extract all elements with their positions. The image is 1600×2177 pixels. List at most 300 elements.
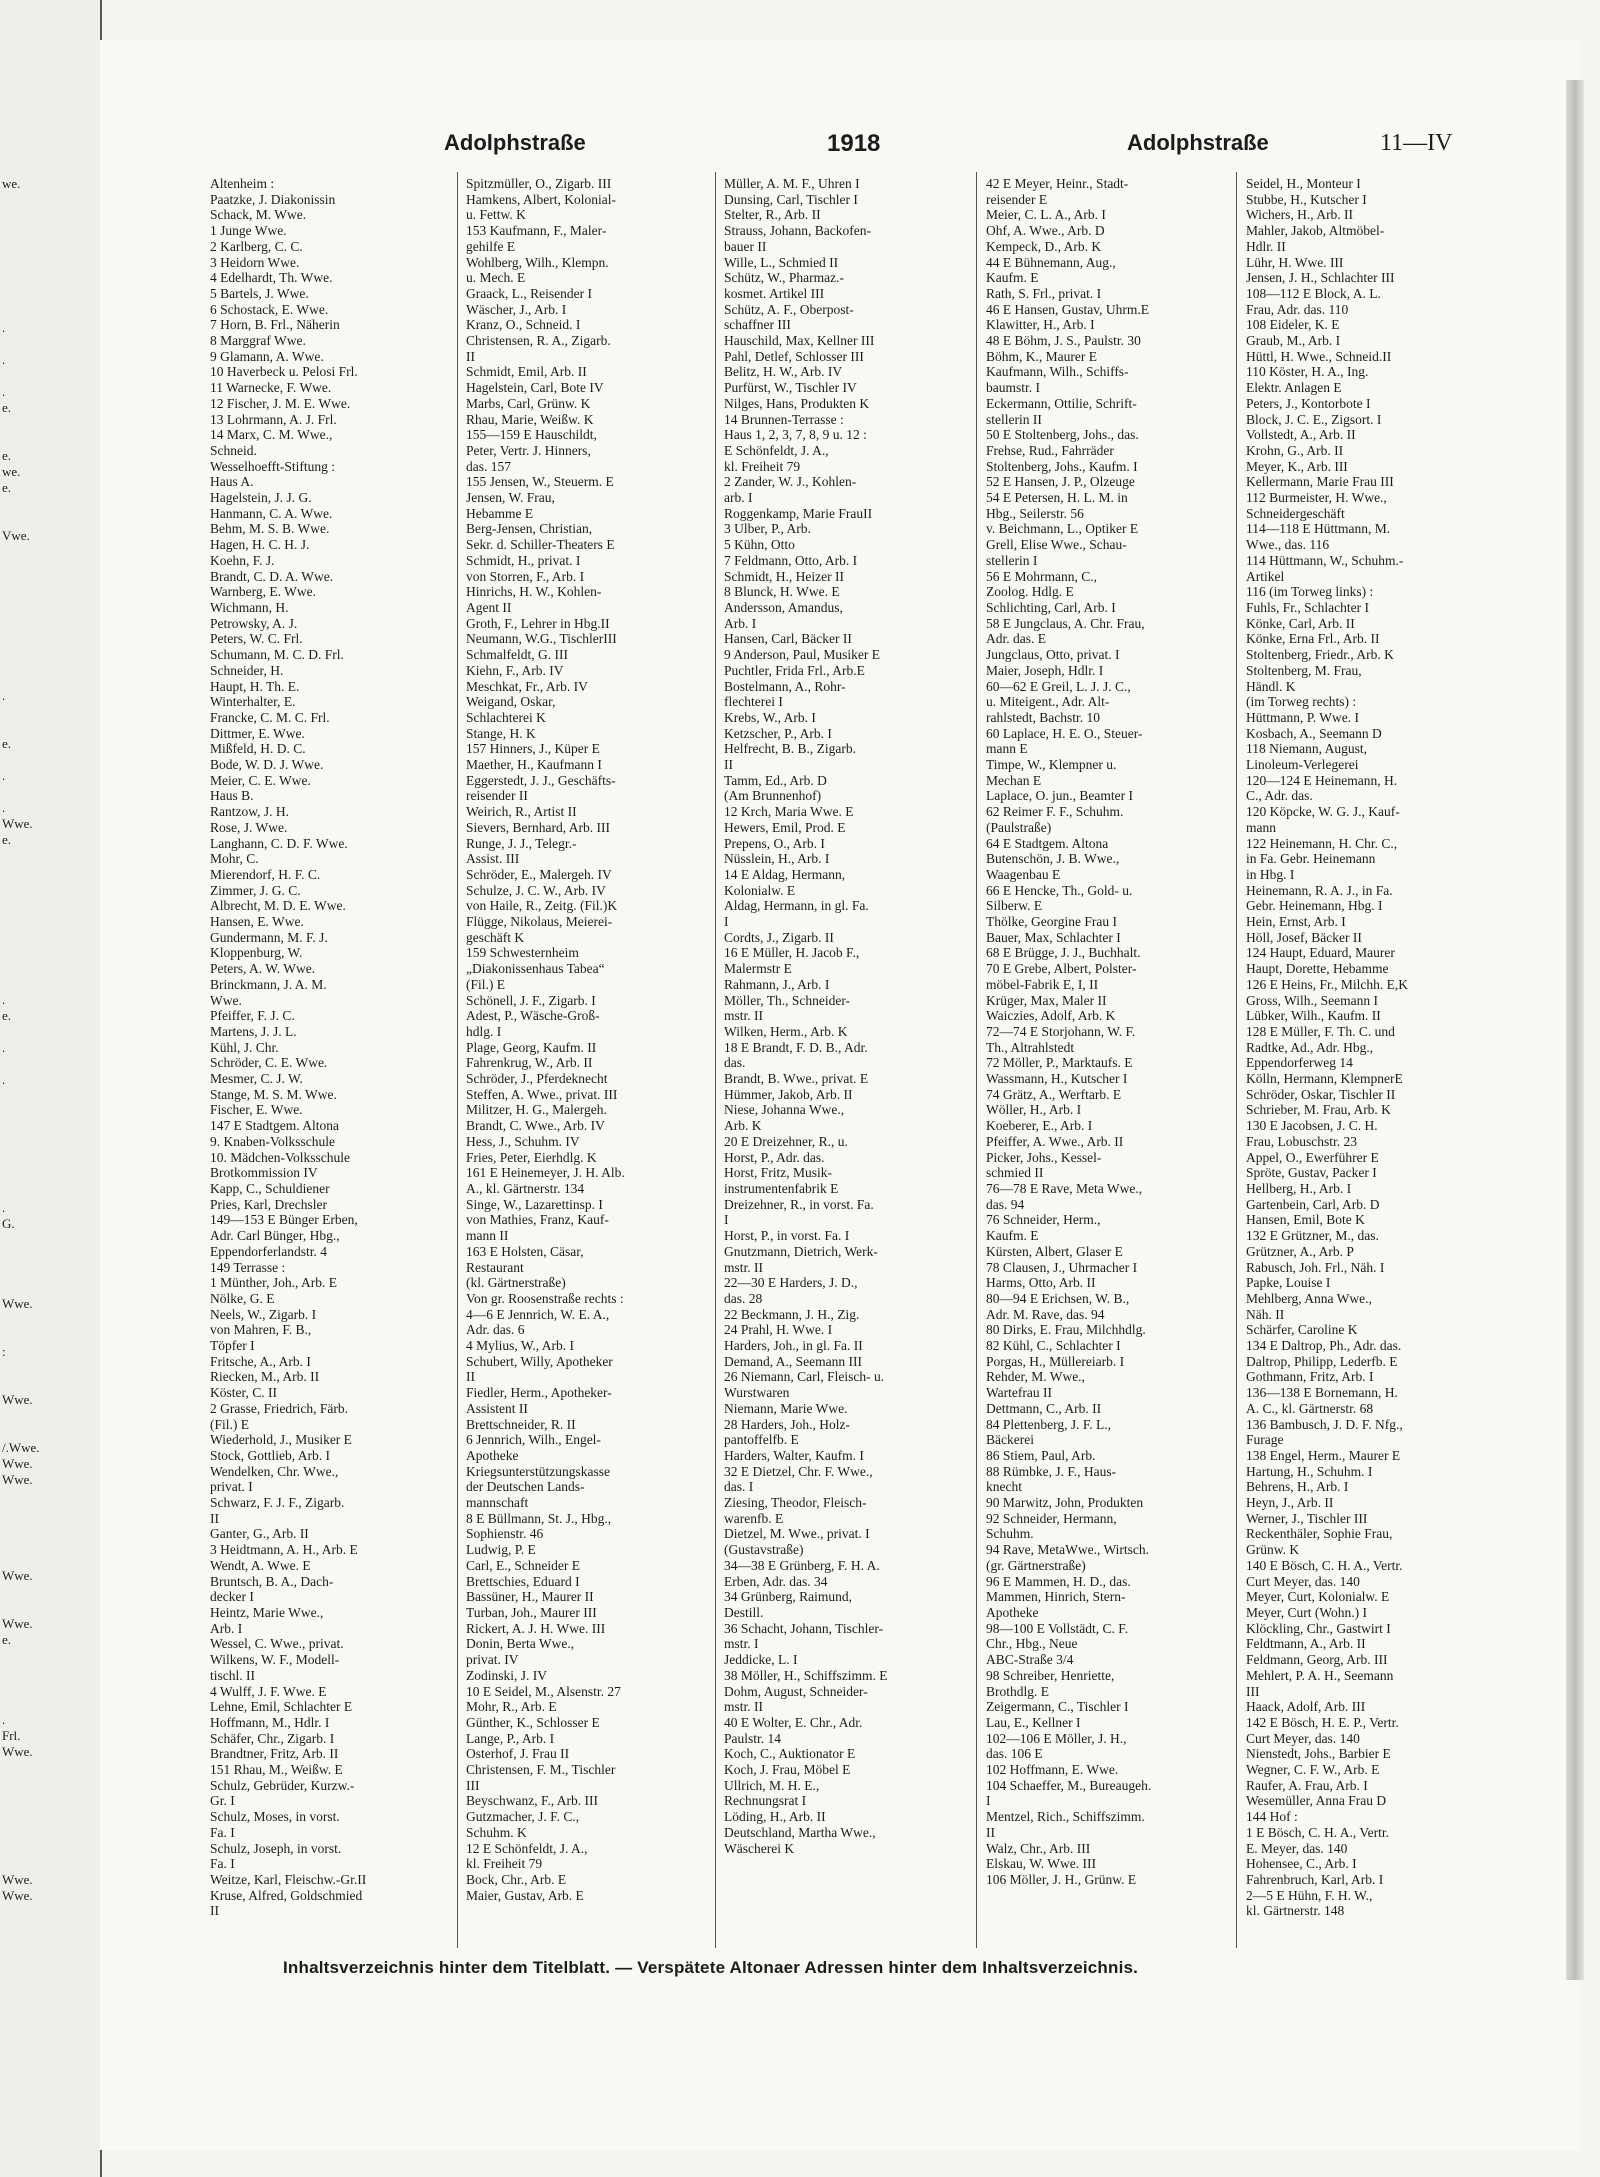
directory-entry-line: Jensen, J. H., Schlachter III — [1246, 270, 1395, 286]
margin-text-fragment: . — [2, 320, 6, 335]
directory-entry-line: 3 Heidtmann, A. H., Arb. E — [210, 1542, 358, 1558]
directory-entry-line: Meyer, Curt, Kolonialw. E — [1246, 1589, 1390, 1605]
directory-entry-line: rahlstedt, Bachstr. 10 — [986, 709, 1100, 725]
directory-entry-line: Waagenbau E — [986, 866, 1061, 882]
directory-entry-line: 114 Hüttmann, W., Schuhm.- — [1246, 552, 1404, 568]
margin-text-fragment: Wwe. — [2, 1472, 33, 1487]
directory-entry-line: Curt Meyer, das. 140 — [1246, 1573, 1360, 1589]
directory-entry-line: Steffen, A. Wwe., privat. III — [466, 1086, 618, 1102]
directory-entry-line: Schneidergeschäft — [1246, 505, 1345, 521]
directory-entry-line: Wäscher, J., Arb. I — [466, 301, 567, 317]
directory-entry-line: Seidel, H., Monteur I — [1246, 176, 1361, 191]
directory-entry-line: Silberw. E — [986, 898, 1043, 914]
directory-entry-line: Elskau, W. Wwe. III — [986, 1856, 1096, 1872]
directory-entry-line: 142 E Bösch, H. E. P., Vertr. — [1246, 1714, 1399, 1730]
directory-entry-line: Frau, Lobuschstr. 23 — [1246, 1133, 1357, 1149]
directory-entry-line: Mohr, R., Arb. E — [466, 1699, 557, 1715]
directory-entry-line: Paulstr. 14 — [724, 1730, 782, 1746]
directory-entry-line: Fahrenkrug, W., Arb. II — [466, 1055, 593, 1071]
directory-entry-line: 12 Fischer, J. M. E. Wwe. — [210, 395, 351, 411]
directory-entry-line: mann — [1246, 819, 1276, 835]
directory-entry-line: das. — [724, 1055, 746, 1071]
directory-entry-line: 88 Rümbke, J. F., Haus- — [986, 1463, 1117, 1479]
directory-entry-line: Kaufm. E — [986, 270, 1039, 286]
directory-entry-line: 7 Feldmann, Otto, Arb. I — [724, 552, 858, 568]
directory-entry-line: Mehlberg, Anna Wwe., — [1246, 1290, 1372, 1306]
directory-entry-line: Nölke, G. E — [210, 1290, 275, 1306]
margin-text-fragment: e. — [2, 832, 12, 847]
directory-entry-line: 2—5 E Hühn, F. H. W., — [1246, 1887, 1373, 1903]
directory-entry-line: 13 Lohrmann, A. J. Frl. — [210, 411, 337, 427]
directory-entry-line: 42 E Meyer, Heinr., Stadt- — [986, 176, 1129, 191]
directory-entry-line: Wessel, C. Wwe., privat. — [210, 1636, 344, 1652]
directory-entry-line: Rose, J. Wwe. — [210, 819, 288, 835]
directory-entry-line: Turban, Joh., Maurer III — [466, 1604, 597, 1620]
directory-entry-line: Eppendorferlandstr. 4 — [210, 1243, 327, 1259]
directory-column-5 — [1246, 176, 1492, 1956]
directory-entry-line: 98 Schreiber, Henriette, — [986, 1667, 1115, 1683]
directory-entry-line: Sievers, Bernhard, Arb. III — [466, 819, 610, 835]
directory-entry-line: Wwe. — [210, 992, 242, 1008]
directory-entry-line: 118 Niemann, August, — [1246, 741, 1367, 757]
directory-entry-line: Schulz, Joseph, in vorst. — [210, 1840, 342, 1856]
directory-entry-line: 80—94 E Erichsen, W. B., — [986, 1290, 1130, 1306]
directory-entry-line: der Deutschen Lands- — [466, 1479, 585, 1495]
directory-entry-line: Nilges, Hans, Produkten K — [724, 395, 870, 411]
directory-entry-line: Petrowsky, A. J. — [210, 615, 298, 631]
directory-entry-line: Rahmann, J., Arb. I — [724, 976, 830, 992]
margin-text-fragment: e. — [2, 736, 12, 751]
directory-entry-line: 2 Zander, W. J., Kohlen- — [724, 474, 857, 490]
directory-entry-line: privat. IV — [466, 1652, 519, 1668]
margin-text-fragment: . — [2, 768, 6, 783]
directory-entry-line: Frau, Adr. das. 110 — [1246, 301, 1349, 317]
directory-entry-line: 80 Dirks, E. Frau, Milchhdlg. — [986, 1322, 1146, 1338]
directory-entry-line: Stange, H. K — [466, 725, 536, 741]
directory-entry-line: Picker, Johs., Kessel- — [986, 1149, 1102, 1165]
directory-entry-line: Thölke, Georgine Frau I — [986, 914, 1117, 930]
directory-entry-line: 9 Glamann, A. Wwe. — [210, 348, 324, 364]
directory-entry-line: 157 Hinners, J., Küper E — [466, 741, 600, 757]
directory-entry-line: kl. Freiheit 79 — [724, 458, 801, 474]
directory-entry-line: Pfeiffer, A. Wwe., Arb. II — [986, 1133, 1124, 1149]
directory-entry-line: Stoltenberg, Friedr., Arb. K — [1246, 647, 1394, 663]
directory-entry-line: Gross, Wilh., Seemann I — [1246, 992, 1378, 1008]
directory-entry-line: 2 Grasse, Friedrich, Färb. — [210, 1400, 348, 1416]
directory-entry-line: Demand, A., Seemann III — [724, 1353, 862, 1369]
directory-entry-line: Singe, W., Lazarettinsp. I — [466, 1196, 603, 1212]
directory-entry-line: Kolonialw. E — [724, 882, 796, 898]
directory-entry-line: Arb. I — [210, 1620, 243, 1636]
directory-entry-line: 94 Rave, MetaWwe., Wirtsch. — [986, 1542, 1150, 1558]
margin-text-fragment: . — [2, 1072, 6, 1087]
directory-entry-line: 155—159 E Hauschildt, — [466, 427, 597, 443]
directory-entry-line: 120 Köpcke, W. G. J., Kauf- — [1246, 804, 1400, 820]
directory-entry-line: 7 Horn, B. Frl., Näherin — [210, 317, 340, 333]
directory-entry-line: Brotkommission IV — [210, 1165, 318, 1181]
directory-entry-line: Cordts, J., Zigarb. II — [724, 929, 834, 945]
directory-entry-line: Puchtler, Frida Frl., Arb.E — [724, 662, 865, 678]
directory-entry-line: Tamm, Ed., Arb. D — [724, 772, 827, 788]
directory-entry-line: Werner, J., Tischler III — [1246, 1510, 1368, 1526]
directory-entry-line: Winterhalter, E. — [210, 694, 296, 710]
directory-entry-line: das. 157 — [466, 458, 511, 474]
margin-text-fragment: G. — [2, 1216, 15, 1231]
directory-entry-line: 78 Clausen, J., Uhrmacher I — [986, 1259, 1138, 1275]
directory-entry-line: stellerin I — [986, 552, 1038, 568]
directory-entry-line: Grützner, A., Arb. P — [1246, 1243, 1354, 1259]
directory-entry-line: Rath, S. Frl., privat. I — [986, 285, 1102, 301]
margin-text-fragment: e. — [2, 1008, 12, 1023]
directory-entry-line: Porgas, H., Müllereiarb. I — [986, 1353, 1125, 1369]
directory-entry-line: Kruse, Alfred, Goldschmied — [210, 1887, 363, 1903]
directory-entry-line: Klöckling, Chr., Gastwirt I — [1246, 1620, 1391, 1636]
directory-entry-line: Schneid. — [210, 442, 257, 458]
directory-entry-line: Fritsche, A., Arb. I — [210, 1353, 311, 1369]
directory-entry-line: 9 Anderson, Paul, Musiker E — [724, 647, 880, 663]
directory-entry-line: 1 Junge Wwe. — [210, 223, 287, 239]
directory-entry-line: 126 E Heins, Fr., Milchh. E,K — [1246, 976, 1408, 992]
directory-entry-line: Ullrich, M. H. E., — [724, 1777, 820, 1793]
directory-entry-line: Hewers, Emil, Prod. E — [724, 819, 846, 835]
directory-entry-line: 64 E Stadtgem. Altona — [986, 835, 1109, 851]
directory-entry-line: I — [986, 1793, 991, 1809]
directory-entry-line: Haus A. — [210, 474, 254, 490]
directory-entry-line: 60—62 E Greil, L. J. J. C., — [986, 678, 1131, 694]
directory-entry-line: schmied II — [986, 1165, 1044, 1181]
directory-entry-line: Butenschön, J. B. Wwe., — [986, 851, 1120, 867]
directory-entry-line: Hamkens, Albert, Kolonial- — [466, 191, 616, 207]
directory-entry-line: 110 Köster, H. A., Ing. — [1246, 364, 1369, 380]
directory-entry-line: knecht — [986, 1479, 1022, 1495]
directory-entry-line: II — [724, 757, 733, 773]
directory-entry-line: Stelter, R., Arb. II — [724, 207, 821, 223]
directory-entry-line: 163 E Holsten, Cäsar, — [466, 1243, 584, 1259]
directory-entry-line: Klawitter, H., Arb. I — [986, 317, 1095, 333]
directory-entry-line: von Mathies, Franz, Kauf- — [466, 1212, 609, 1228]
directory-entry-line: mstr. I — [724, 1636, 759, 1652]
directory-entry-line: 4 Mylius, W., Arb. I — [466, 1338, 575, 1354]
directory-entry-line: Bock, Chr., Arb. E — [466, 1871, 567, 1887]
directory-entry-line: Wichmann, H. — [210, 599, 289, 615]
directory-entry-line: decker I — [210, 1589, 254, 1605]
directory-entry-line: u. Miteigent., Adr. Alt- — [986, 694, 1110, 710]
directory-entry-line: Wassmann, H., Kutscher I — [986, 1071, 1128, 1087]
directory-entry-line: Nüsslein, H., Arb. I — [724, 851, 830, 867]
directory-entry-line: 106 Möller, J. H., Grünw. E — [986, 1871, 1137, 1887]
directory-entry-line: Löding, H., Arb. II — [724, 1809, 826, 1825]
directory-entry-line: (im Torweg rechts) : — [1246, 694, 1357, 710]
directory-entry-line: Langhann, C. D. F. Wwe. — [210, 835, 348, 851]
directory-entry-line: Furage — [1246, 1432, 1284, 1448]
directory-entry-line: 102—106 E Möller, J. H., — [986, 1730, 1127, 1746]
directory-entry-line: II — [466, 348, 475, 364]
directory-entry-line: Restaurant — [466, 1259, 524, 1275]
directory-entry-line: Lau, E., Kellner I — [986, 1714, 1081, 1730]
directory-entry-line: Dietzel, M. Wwe., privat. I — [724, 1526, 870, 1542]
directory-entry-line: mann II — [466, 1228, 509, 1244]
directory-entry-line: Bruntsch, B. A., Dach- — [210, 1573, 334, 1589]
directory-entry-line: (Paulstraße) — [986, 819, 1052, 835]
directory-entry-line: Graub, M., Arb. I — [1246, 333, 1341, 349]
directory-entry-line: 10 Haverbeck u. Pelosi Frl. — [210, 364, 358, 380]
directory-entry-line: Block, J. C. E., Zigsort. I — [1246, 411, 1382, 427]
directory-entry-line: Mesmer, C. J. W. — [210, 1071, 303, 1087]
directory-entry-line: Andersson, Amandus, — [724, 599, 843, 615]
directory-entry-line: Koch, C., Auktionator E — [724, 1746, 856, 1762]
directory-entry-line: Runge, J. J., Telegr.- — [466, 835, 577, 851]
directory-entry-line: Meyer, Curt (Wohn.) I — [1246, 1604, 1367, 1620]
directory-entry-line: 8 Marggraf Wwe. — [210, 333, 306, 349]
directory-entry-line: 74 Grätz, A., Werftarb. E — [986, 1086, 1122, 1102]
directory-entry-line: Horst, P., Adr. das. — [724, 1149, 825, 1165]
header-page-number: 11—IV — [1380, 130, 1453, 156]
directory-entry-line: reisender E — [986, 191, 1048, 207]
directory-entry-line: das. I — [724, 1479, 754, 1495]
directory-entry-line: 38 Möller, H., Schiffszimm. E — [724, 1667, 888, 1683]
directory-entry-line: 138 Engel, Herm., Maurer E — [1246, 1447, 1401, 1463]
directory-entry-line: mstr. II — [724, 1259, 763, 1275]
directory-entry-line: Wohlberg, Wilh., Klempn. — [466, 254, 609, 270]
directory-entry-line: 134 E Daltrop, Ph., Adr. das. — [1246, 1338, 1402, 1354]
margin-text-fragment: e. — [2, 400, 12, 415]
directory-entry-line: 40 E Wolter, E. Chr., Adr. — [724, 1714, 863, 1730]
directory-entry-line: Th., Altrahlstedt — [986, 1039, 1075, 1055]
margin-text-fragment: Vwe. — [2, 528, 30, 543]
directory-entry-line: 48 E Böhm, J. S., Paulstr. 30 — [986, 333, 1141, 349]
directory-entry-line: Behm, M. S. B. Wwe. — [210, 521, 330, 537]
directory-entry-line: II — [466, 1369, 475, 1385]
directory-entry-line: Feldmann, Georg, Arb. III — [1246, 1652, 1388, 1668]
directory-entry-line: Hanmann, C. A. Wwe. — [210, 505, 333, 521]
directory-entry-line: 68 E Brügge, J. J., Buchhalt. — [986, 945, 1141, 961]
directory-entry-line: Krebs, W., Arb. I — [724, 709, 816, 725]
directory-entry-line: Näh. II — [1246, 1306, 1285, 1322]
directory-entry-line: Brothdlg. E — [986, 1683, 1049, 1699]
column-divider — [976, 172, 977, 1948]
directory-entry-line: Zodinski, J. IV — [466, 1667, 547, 1683]
directory-entry-line: Harders, Walter, Kaufm. I — [724, 1447, 864, 1463]
directory-entry-line: Warnberg, E. Wwe. — [210, 584, 317, 600]
directory-entry-line: 76—78 E Rave, Meta Wwe., — [986, 1181, 1143, 1196]
directory-entry-line: Schütz, A. F., Oberpost- — [724, 301, 854, 317]
directory-entry-line: von Mahren, F. B., — [210, 1322, 312, 1338]
directory-entry-line: Brinckmann, J. A. M. — [210, 976, 327, 992]
directory-entry-line: Vollstedt, A., Arb. II — [1246, 427, 1356, 443]
directory-entry-line: Jeddicke, L. I — [724, 1652, 798, 1668]
directory-entry-line: 136 Bambusch, J. D. F. Nfg., — [1246, 1416, 1403, 1432]
margin-text-fragment: . — [2, 1040, 6, 1055]
directory-entry-line: kosmet. Artikel III — [724, 285, 825, 301]
directory-entry-line: Haupt, H. Th. E. — [210, 678, 300, 694]
directory-entry-line: 3 Heidorn Wwe. — [210, 254, 300, 270]
directory-entry-line: Wendt, A. Wwe. E — [210, 1557, 311, 1573]
directory-entry-line: Jensen, W. Frau, — [466, 490, 555, 506]
directory-entry-line: Schuhm. K — [466, 1824, 527, 1840]
directory-entry-line: Peters, A. W. Wwe. — [210, 961, 316, 977]
directory-entry-line: Groth, F., Lehrer in Hbg.II — [466, 615, 610, 631]
directory-entry-line: geschäft K — [466, 929, 525, 945]
directory-entry-line: Wöller, H., Arb. I — [986, 1102, 1082, 1118]
directory-entry-line: Sekr. d. Schiller-Theaters E — [466, 537, 615, 553]
directory-entry-line: Elektr. Anlagen E — [1246, 380, 1342, 396]
directory-entry-line: 98—100 E Vollstädt, C. F. — [986, 1620, 1129, 1636]
directory-entry-line: (kl. Gärtnerstraße) — [466, 1275, 566, 1291]
directory-entry-line: 54 E Petersen, H. L. M. in — [986, 490, 1128, 506]
directory-entry-line: Gothmann, Fritz, Arb. I — [1246, 1369, 1374, 1385]
margin-text-fragment: we. — [2, 176, 21, 191]
directory-entry-line: Hebamme E — [466, 505, 534, 521]
directory-entry-line: 5 Bartels, J. Wwe. — [210, 285, 309, 301]
directory-entry-line: Schulze, J. C. W., Arb. IV — [466, 882, 606, 898]
directory-entry-line: Timpe, W., Klempner u. — [986, 757, 1117, 773]
directory-entry-line: (Fil.) E — [466, 976, 505, 992]
directory-column-3 — [724, 176, 968, 1956]
directory-entry-line: Mammen, Hinrich, Stern- — [986, 1589, 1126, 1605]
directory-entry-line: von Haile, R., Zeitg. (Fil.)K — [466, 898, 618, 914]
directory-entry-line: Raufer, A. Frau, Arb. I — [1246, 1777, 1368, 1793]
directory-entry-line: Weirich, R., Artist II — [466, 804, 577, 820]
directory-column-4 — [986, 176, 1222, 1956]
directory-entry-line: Militzer, H. G., Malergeh. — [466, 1102, 607, 1118]
directory-entry-line: „Diakonissenhaus Tabea“ — [466, 961, 605, 977]
directory-entry-line: 82 Kühl, C., Schlachter I — [986, 1338, 1121, 1354]
directory-entry-line: Wendelken, Chr. Wwe., — [210, 1463, 339, 1479]
directory-entry-line: Eppendorferweg 14 — [1246, 1055, 1353, 1071]
margin-text-fragment: . — [2, 1712, 6, 1727]
margin-text-fragment: Wwe. — [2, 1888, 33, 1903]
directory-entry-line: Frehse, Rud., Fahrräder — [986, 442, 1114, 458]
directory-entry-line: 62 Reimer F. F., Schuhm. — [986, 804, 1124, 820]
directory-entry-line: flechterei I — [724, 694, 783, 710]
directory-entry-line: 70 E Grebe, Albert, Polster- — [986, 961, 1137, 977]
margin-text-fragment: Wwe. — [2, 1456, 33, 1471]
directory-entry-line: 112 Burmeister, H. Wwe., — [1246, 490, 1387, 506]
margin-text-fragment: e. — [2, 480, 12, 495]
directory-entry-line: mannschaft — [466, 1495, 529, 1511]
directory-entry-line: tischl. II — [210, 1667, 255, 1683]
margin-text-fragment: Wwe. — [2, 816, 33, 831]
margin-text-fragment: Frl. — [2, 1728, 21, 1743]
directory-entry-line: Wesselhoefft-Stiftung : — [210, 458, 336, 474]
directory-entry-line: 5 Kühn, Otto — [724, 537, 795, 553]
directory-entry-line: Kölln, Hermann, KlempnerE — [1246, 1071, 1403, 1087]
directory-entry-line: Haus B. — [210, 788, 254, 804]
directory-entry-line: Peters, J., Kontorbote I — [1246, 395, 1371, 411]
directory-entry-line: Kosbach, A., Seemann D — [1246, 725, 1382, 741]
directory-entry-line: 10. Mädchen-Volksschule — [210, 1149, 350, 1165]
directory-entry-line: 116 (im Torweg links) : — [1246, 584, 1374, 600]
directory-entry-line: Schumann, M. C. D. Frl. — [210, 647, 344, 663]
directory-entry-line: 2 Karlberg, C. C. — [210, 238, 303, 254]
directory-column-1 — [210, 176, 446, 1956]
directory-entry-line: Arb. K — [724, 1118, 762, 1134]
directory-entry-line: Reckenthäler, Sophie Frau, — [1246, 1526, 1393, 1542]
directory-entry-line: Purfürst, W., Tischler IV — [724, 380, 857, 396]
directory-entry-line: Wille, L., Schmied II — [724, 254, 839, 270]
directory-entry-line: Hümmer, Jakob, Arb. II — [724, 1086, 853, 1102]
directory-entry-line: Eggerstedt, J. J., Geschäfts- — [466, 772, 616, 788]
directory-entry-line: Schröder, J., Pferdeknecht — [466, 1071, 608, 1087]
directory-entry-line: Walz, Chr., Arb. III — [986, 1840, 1091, 1856]
directory-entry-line: II — [210, 1510, 219, 1526]
directory-entry-line: Gundermann, M. F. J. — [210, 929, 328, 945]
directory-entry-line: 4 Edelhardt, Th. Wwe. — [210, 270, 333, 286]
directory-entry-line: Schärfer, Caroline K — [1246, 1322, 1358, 1338]
directory-entry-line: 22 Beckmann, J. H., Zig. — [724, 1306, 860, 1322]
directory-entry-line: warenfb. E — [724, 1510, 784, 1526]
directory-entry-line: 149—153 E Bünger Erben, — [210, 1212, 358, 1228]
directory-entry-line: 58 E Jungclaus, A. Chr. Frau, — [986, 615, 1145, 631]
directory-entry-line: Christensen, R. A., Zigarb. — [466, 333, 611, 349]
directory-entry-line: Helfrecht, B. B., Zigarb. — [724, 741, 856, 757]
directory-entry-line: 11 Warnecke, F. Wwe. — [210, 380, 332, 396]
directory-entry-line: Töpfer I — [210, 1338, 255, 1354]
directory-entry-line: pantoffelfb. E — [724, 1432, 799, 1448]
directory-entry-line: Müller, A. M. F., Uhren I — [724, 176, 860, 191]
directory-entry-line: in Fa. Gebr. Heinemann — [1246, 851, 1376, 867]
directory-entry-line: Pfeiffer, F. J. C. — [210, 1008, 295, 1024]
directory-entry-line: stellerin II — [986, 411, 1042, 427]
directory-entry-line: Hess, J., Schuhm. IV — [466, 1133, 580, 1149]
margin-text-fragment: /.Wwe. — [2, 1440, 40, 1455]
directory-entry-line: E Schönfeldt, J. A., — [724, 442, 829, 458]
margin-text-fragment: Wwe. — [2, 1872, 33, 1887]
directory-entry-line: Aldag, Hermann, in gl. Fa. — [724, 898, 869, 914]
directory-entry-line: Hdlr. II — [1246, 238, 1286, 254]
directory-entry-line: in Hbg. I — [1246, 866, 1295, 882]
directory-entry-line: 18 E Brandt, F. D. B., Adr. — [724, 1039, 868, 1055]
directory-entry-line: Wilkens, W. F., Modell- — [210, 1652, 340, 1668]
directory-entry-line: Stock, Gottlieb, Arb. I — [210, 1447, 330, 1463]
directory-entry-line: Fahrenbruch, Karl, Arb. I — [1246, 1871, 1384, 1887]
directory-entry-line: Fries, Peter, Eierhdlg. K — [466, 1149, 597, 1165]
directory-entry-line: gehilfe E — [466, 238, 516, 254]
directory-entry-line: Carl, E., Schneider E — [466, 1557, 580, 1573]
directory-entry-line: v. Beichmann, L., Optiker E — [986, 521, 1139, 537]
directory-entry-line: Laplace, O. jun., Beamter I — [986, 788, 1133, 804]
margin-text-fragment: . — [2, 800, 6, 815]
directory-entry-line: 136—138 E Bornemann, H. — [1246, 1385, 1398, 1401]
directory-entry-line: II — [986, 1824, 995, 1840]
directory-entry-line: Koch, J. Frau, Möbel E — [724, 1762, 851, 1778]
directory-entry-line: Adest, P., Wäsche-Groß- — [466, 1008, 600, 1024]
directory-entry-line: Schäfer, Chr., Zigarb. I — [210, 1730, 335, 1746]
directory-entry-line: 1 E Bösch, C. H. A., Vertr. — [1246, 1824, 1390, 1840]
directory-entry-line: 155 Jensen, W., Steuerm. E — [466, 474, 614, 490]
directory-entry-line: Behrens, H., Arb. I — [1246, 1479, 1349, 1495]
directory-entry-line: von Storren, F., Arb. I — [466, 568, 585, 584]
margin-text-fragment: Wwe. — [2, 1392, 33, 1407]
directory-entry-line: Meier, C. E. Wwe. — [210, 772, 311, 788]
directory-entry-line: Riecken, M., Arb. II — [210, 1369, 320, 1385]
directory-entry-line: Schönell, J. F., Zigarb. I — [466, 992, 596, 1008]
directory-entry-line: I — [724, 1212, 729, 1228]
directory-entry-line: 66 E Hencke, Th., Gold- u. — [986, 882, 1133, 898]
directory-entry-line: C., Adr. das. — [1246, 788, 1313, 804]
directory-entry-line: Wartefrau II — [986, 1385, 1052, 1401]
directory-entry-line: Francke, C. M. C. Frl. — [210, 709, 330, 725]
directory-entry-line: Nienstedt, Johs., Barbier E — [1246, 1746, 1391, 1762]
directory-entry-line: Mahler, Jakob, Altmöbel- — [1246, 223, 1385, 239]
directory-entry-line: 153 Kaufmann, F., Maler- — [466, 223, 607, 239]
directory-entry-line: Günther, K., Schlosser E — [466, 1714, 600, 1730]
directory-entry-line: Ketzscher, P., Arb. I — [724, 725, 832, 741]
directory-entry-line: Stoltenberg, M. Frau, — [1246, 662, 1362, 678]
directory-entry-line: möbel-Fabrik E, I, II — [986, 976, 1099, 992]
directory-entry-line: Hellberg, H., Arb. I — [1246, 1181, 1352, 1196]
directory-entry-line: Heintz, Marie Wwe., — [210, 1604, 324, 1620]
